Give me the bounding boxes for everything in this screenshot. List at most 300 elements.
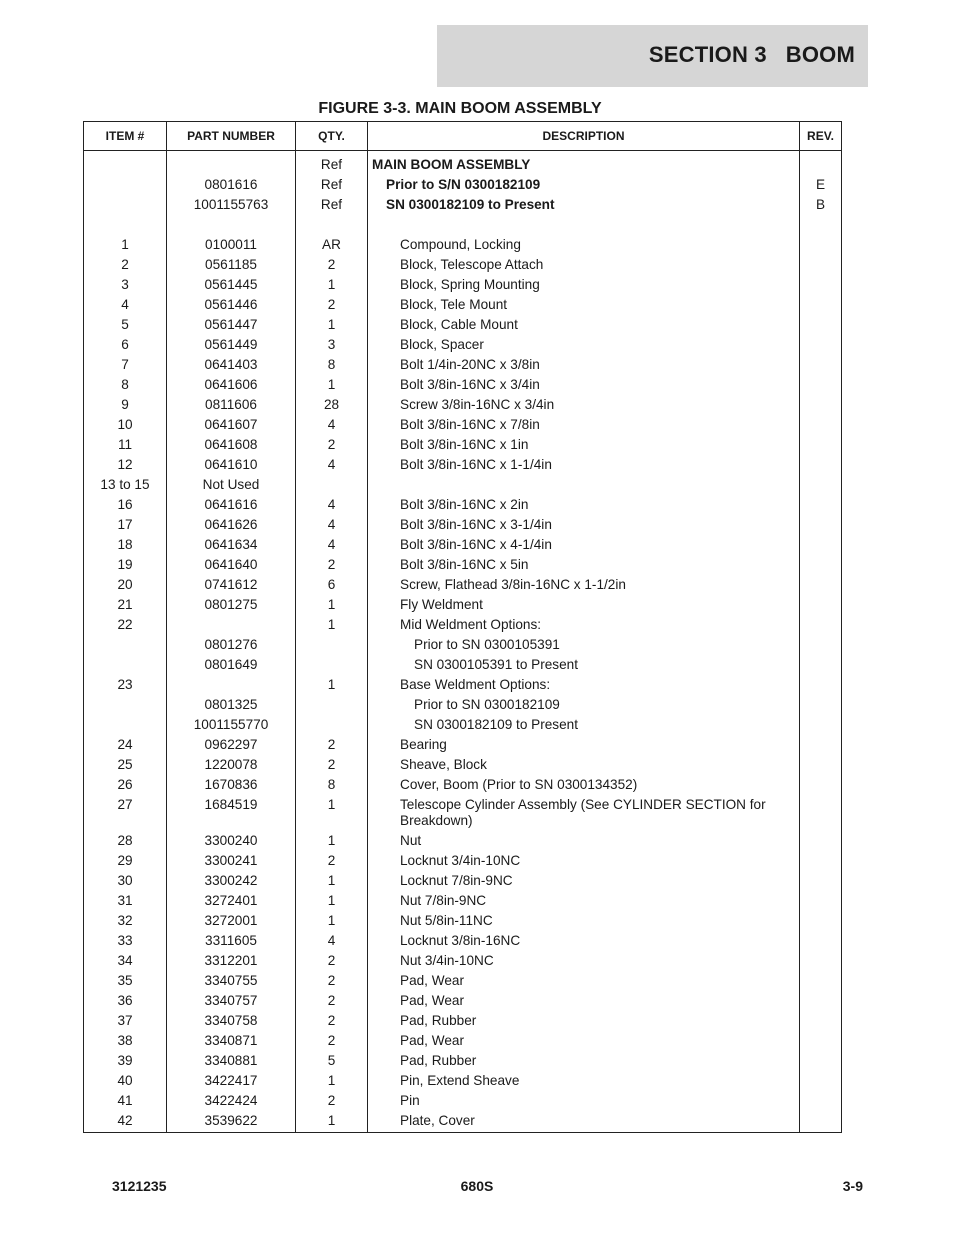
table-spacer-row [84, 215, 842, 235]
table-row [84, 275, 842, 295]
description-cell: Bolt 3/8in-16NC x 4-1/4in [368, 535, 800, 555]
qty-cell: 4 [296, 455, 368, 475]
qty-cell: 1 [296, 795, 368, 831]
qty-cell: 1 [296, 375, 368, 395]
item-cell: 11 [84, 435, 167, 455]
qty-cell [296, 695, 368, 715]
part-number-cell: 0811606 [167, 395, 296, 415]
part-number-cell: Not Used [167, 475, 296, 495]
rev-cell [800, 991, 842, 1011]
description-cell [368, 475, 800, 495]
description-cell: Pin, Extend Sheave [368, 1071, 800, 1091]
table-row [84, 355, 842, 375]
part-number-cell: 3300241 [167, 851, 296, 871]
qty-cell: 2 [296, 951, 368, 971]
part-number-cell: 0741612 [167, 575, 296, 595]
item-cell: 12 [84, 455, 167, 475]
item-cell: 10 [84, 415, 167, 435]
table-row [84, 931, 842, 951]
qty-cell: 5 [296, 1051, 368, 1071]
rev-cell [800, 575, 842, 595]
section-header-banner [437, 25, 868, 87]
parts-table [83, 121, 842, 1133]
part-number-cell: 0561447 [167, 315, 296, 335]
footer-model: 680S [460, 1178, 494, 1194]
part-number-cell: 0641607 [167, 415, 296, 435]
table-row [84, 295, 842, 315]
table-row [84, 555, 842, 575]
qty-cell: Ref [296, 175, 368, 195]
item-cell: 7 [84, 355, 167, 375]
qty-cell: 1 [296, 595, 368, 615]
part-number-cell: 3340757 [167, 991, 296, 1011]
description-cell: Prior to SN 0300105391 [368, 635, 800, 655]
item-cell: 23 [84, 675, 167, 695]
table-row [84, 675, 842, 695]
part-number-cell: 3300242 [167, 871, 296, 891]
qty-cell [296, 655, 368, 675]
description-cell: Bolt 3/8in-16NC x 5in [368, 555, 800, 575]
part-number-cell: 0641616 [167, 495, 296, 515]
part-number-cell: 3272401 [167, 891, 296, 911]
item-cell: 5 [84, 315, 167, 335]
table-row [84, 695, 842, 715]
table-row [84, 1111, 842, 1133]
rev-cell [800, 931, 842, 951]
qty-cell: 4 [296, 535, 368, 555]
table-row [84, 871, 842, 891]
qty-cell: 4 [296, 515, 368, 535]
item-cell: 19 [84, 555, 167, 575]
item-cell: 27 [84, 795, 167, 831]
table-row [84, 715, 842, 735]
part-number-cell: 1001155763 [167, 195, 296, 215]
qty-cell: 2 [296, 755, 368, 775]
part-number-cell: 0801616 [167, 175, 296, 195]
table-row [84, 195, 842, 215]
table-row [84, 615, 842, 635]
item-cell [84, 635, 167, 655]
item-cell: 24 [84, 735, 167, 755]
part-number-cell: 0561185 [167, 255, 296, 275]
description-cell [368, 215, 800, 235]
part-number-cell [167, 675, 296, 695]
item-cell: 22 [84, 615, 167, 635]
rev-cell [800, 215, 842, 235]
rev-cell [800, 375, 842, 395]
qty-cell [296, 215, 368, 235]
table-header-row [84, 122, 842, 151]
description-cell: MAIN BOOM ASSEMBLY [368, 151, 800, 176]
qty-cell: 1 [296, 315, 368, 335]
part-number-cell: 0641634 [167, 535, 296, 555]
description-cell: Bolt 3/8in-16NC x 7/8in [368, 415, 800, 435]
rev-cell [800, 831, 842, 851]
description-cell: Block, Telescope Attach [368, 255, 800, 275]
part-number-cell: 3312201 [167, 951, 296, 971]
part-number-cell: 0641403 [167, 355, 296, 375]
qty-cell: 1 [296, 871, 368, 891]
item-cell: 30 [84, 871, 167, 891]
description-cell: Screw, Flathead 3/8in-16NC x 1-1/2in [368, 575, 800, 595]
table-row [84, 851, 842, 871]
rev-cell [800, 1091, 842, 1111]
rev-cell [800, 1071, 842, 1091]
qty-cell: 8 [296, 355, 368, 375]
description-cell: Pad, Wear [368, 1031, 800, 1051]
rev-cell [800, 235, 842, 255]
part-number-cell: 0100011 [167, 235, 296, 255]
description-cell: Cover, Boom (Prior to SN 0300134352) [368, 775, 800, 795]
description-cell: Bearing [368, 735, 800, 755]
qty-cell: 1 [296, 275, 368, 295]
description-cell: SN 0300105391 to Present [368, 655, 800, 675]
table-row [84, 455, 842, 475]
description-cell: Bolt 3/8in-16NC x 1in [368, 435, 800, 455]
item-cell: 9 [84, 395, 167, 415]
description-cell: Prior to SN 0300182109 [368, 695, 800, 715]
rev-cell [800, 395, 842, 415]
item-cell: 35 [84, 971, 167, 991]
rev-cell [800, 635, 842, 655]
item-cell [84, 195, 167, 215]
qty-cell: 2 [296, 1011, 368, 1031]
rev-cell [800, 255, 842, 275]
item-cell [84, 715, 167, 735]
description-cell: Pad, Wear [368, 971, 800, 991]
qty-cell: 2 [296, 1091, 368, 1111]
rev-cell [800, 151, 842, 176]
rev-cell [800, 315, 842, 335]
column-header-part-number: PART NUMBER [167, 122, 296, 151]
column-header-rev: REV. [800, 122, 842, 151]
description-cell: SN 0300182109 to Present [368, 715, 800, 735]
item-cell: 4 [84, 295, 167, 315]
description-cell: Block, Spring Mounting [368, 275, 800, 295]
item-cell: 16 [84, 495, 167, 515]
table-row [84, 1011, 842, 1031]
description-cell: Locknut 3/4in-10NC [368, 851, 800, 871]
part-number-cell: 3340881 [167, 1051, 296, 1071]
rev-cell [800, 435, 842, 455]
parts-table-body [84, 151, 842, 1133]
table-row [84, 515, 842, 535]
table-row [84, 1091, 842, 1111]
part-number-cell: 0641640 [167, 555, 296, 575]
footer-page-number: 3-9 [842, 1178, 863, 1194]
rev-cell [800, 675, 842, 695]
item-cell: 42 [84, 1111, 167, 1133]
table-row [84, 435, 842, 455]
table-row [84, 395, 842, 415]
qty-cell: Ref [296, 151, 368, 176]
table-row [84, 755, 842, 775]
part-number-cell: 3340871 [167, 1031, 296, 1051]
part-number-cell: 0801276 [167, 635, 296, 655]
item-cell: 29 [84, 851, 167, 871]
rev-cell [800, 891, 842, 911]
description-cell: Sheave, Block [368, 755, 800, 775]
item-cell: 6 [84, 335, 167, 355]
table-row [84, 375, 842, 395]
table-row [84, 495, 842, 515]
description-cell: Telescope Cylinder Assembly (See CYLINDER SECTION for Breakdown) [368, 795, 800, 831]
part-number-cell: 3300240 [167, 831, 296, 851]
description-cell: Pad, Rubber [368, 1011, 800, 1031]
description-cell: Compound, Locking [368, 235, 800, 255]
table-row [84, 831, 842, 851]
item-cell: 20 [84, 575, 167, 595]
table-row [84, 415, 842, 435]
description-cell: Fly Weldment [368, 595, 800, 615]
item-cell: 33 [84, 931, 167, 951]
rev-cell [800, 971, 842, 991]
description-cell: Block, Cable Mount [368, 315, 800, 335]
table-row [84, 951, 842, 971]
table-row [84, 1031, 842, 1051]
table-row [84, 535, 842, 555]
item-cell: 38 [84, 1031, 167, 1051]
rev-cell [800, 595, 842, 615]
item-cell: 25 [84, 755, 167, 775]
qty-cell: 1 [296, 1071, 368, 1091]
item-cell: 13 to 15 [84, 475, 167, 495]
part-number-cell: 3340755 [167, 971, 296, 991]
description-cell: Nut 3/4in-10NC [368, 951, 800, 971]
qty-cell: 2 [296, 851, 368, 871]
table-row [84, 735, 842, 755]
table-row [84, 315, 842, 335]
description-cell: Bolt 3/8in-16NC x 3-1/4in [368, 515, 800, 535]
qty-cell: 1 [296, 675, 368, 695]
part-number-cell: 3422417 [167, 1071, 296, 1091]
qty-cell: 6 [296, 575, 368, 595]
part-number-cell: 3340758 [167, 1011, 296, 1031]
table-row [84, 255, 842, 275]
qty-cell: 1 [296, 1111, 368, 1133]
part-number-cell: 1001155770 [167, 715, 296, 735]
part-number-cell: 0962297 [167, 735, 296, 755]
qty-cell: 3 [296, 335, 368, 355]
description-cell: Bolt 3/8in-16NC x 2in [368, 495, 800, 515]
part-number-cell [167, 615, 296, 635]
qty-cell [296, 475, 368, 495]
item-cell: 37 [84, 1011, 167, 1031]
part-number-cell: 3272001 [167, 911, 296, 931]
table-row [84, 775, 842, 795]
rev-cell [800, 455, 842, 475]
qty-cell: 2 [296, 991, 368, 1011]
part-number-cell: 3311605 [167, 931, 296, 951]
qty-cell: 2 [296, 555, 368, 575]
part-number-cell: 0641606 [167, 375, 296, 395]
rev-cell [800, 1051, 842, 1071]
part-number-cell [167, 215, 296, 235]
column-header-item: ITEM # [84, 122, 167, 151]
description-cell: Block, Spacer [368, 335, 800, 355]
table-row [84, 175, 842, 195]
description-cell: Pin [368, 1091, 800, 1111]
column-header-description: DESCRIPTION [368, 122, 800, 151]
qty-cell: 2 [296, 735, 368, 755]
qty-cell: 2 [296, 1031, 368, 1051]
description-cell: Nut 5/8in-11NC [368, 911, 800, 931]
part-number-cell: 0801325 [167, 695, 296, 715]
rev-cell [800, 695, 842, 715]
item-cell [84, 695, 167, 715]
description-cell: Nut [368, 831, 800, 851]
rev-cell [800, 555, 842, 575]
qty-cell: 1 [296, 615, 368, 635]
qty-cell: Ref [296, 195, 368, 215]
footer-document-number: 3121235 [112, 1178, 167, 1194]
description-cell: Bolt 3/8in-16NC x 1-1/4in [368, 455, 800, 475]
part-number-cell: 0801649 [167, 655, 296, 675]
item-cell: 39 [84, 1051, 167, 1071]
rev-cell [800, 615, 842, 635]
item-cell: 2 [84, 255, 167, 275]
qty-cell: 1 [296, 831, 368, 851]
qty-cell: 2 [296, 255, 368, 275]
qty-cell: 4 [296, 931, 368, 951]
part-number-cell [167, 151, 296, 176]
description-cell: Nut 7/8in-9NC [368, 891, 800, 911]
rev-cell: B [800, 195, 842, 215]
description-cell: Block, Tele Mount [368, 295, 800, 315]
description-cell: Pad, Wear [368, 991, 800, 1011]
rev-cell [800, 355, 842, 375]
part-number-cell: 0561449 [167, 335, 296, 355]
rev-cell [800, 951, 842, 971]
rev-cell [800, 795, 842, 831]
section-title: SECTION 3 BOOM [648, 42, 855, 67]
qty-cell: 4 [296, 415, 368, 435]
description-cell: Pad, Rubber [368, 1051, 800, 1071]
part-number-cell: 0801275 [167, 595, 296, 615]
item-cell: 21 [84, 595, 167, 615]
item-cell [84, 215, 167, 235]
rev-cell [800, 275, 842, 295]
rev-cell [800, 1111, 842, 1133]
rev-cell [800, 755, 842, 775]
rev-cell [800, 515, 842, 535]
rev-cell [800, 495, 842, 515]
qty-cell: 2 [296, 435, 368, 455]
qty-cell: 1 [296, 911, 368, 931]
rev-cell [800, 735, 842, 755]
table-row [84, 595, 842, 615]
table-row [84, 475, 842, 495]
item-cell: 34 [84, 951, 167, 971]
rev-cell [800, 655, 842, 675]
description-cell: Mid Weldment Options: [368, 615, 800, 635]
rev-cell [800, 715, 842, 735]
part-number-cell: 0641610 [167, 455, 296, 475]
part-number-cell: 3422424 [167, 1091, 296, 1111]
item-cell [84, 655, 167, 675]
table-row [84, 235, 842, 255]
table-row [84, 891, 842, 911]
table-row [84, 795, 842, 831]
rev-cell [800, 415, 842, 435]
rev-cell [800, 295, 842, 315]
table-row [84, 575, 842, 595]
table-row [84, 635, 842, 655]
rev-cell [800, 475, 842, 495]
table-row [84, 911, 842, 931]
description-cell: Locknut 7/8in-9NC [368, 871, 800, 891]
item-cell: 26 [84, 775, 167, 795]
qty-cell: 1 [296, 891, 368, 911]
rev-cell: E [800, 175, 842, 195]
item-cell: 32 [84, 911, 167, 931]
qty-cell: 28 [296, 395, 368, 415]
table-row [84, 991, 842, 1011]
rev-cell [800, 335, 842, 355]
qty-cell [296, 635, 368, 655]
description-cell: Prior to S/N 0300182109 [368, 175, 800, 195]
part-number-cell: 0561446 [167, 295, 296, 315]
item-cell: 1 [84, 235, 167, 255]
description-cell: Base Weldment Options: [368, 675, 800, 695]
part-number-cell: 3539622 [167, 1111, 296, 1133]
rev-cell [800, 1011, 842, 1031]
column-header-qty: QTY. [296, 122, 368, 151]
item-cell: 8 [84, 375, 167, 395]
part-number-cell: 1220078 [167, 755, 296, 775]
rev-cell [800, 871, 842, 891]
item-cell: 17 [84, 515, 167, 535]
part-number-cell: 0561445 [167, 275, 296, 295]
table-row [84, 1071, 842, 1091]
description-cell: Screw 3/8in-16NC x 3/4in [368, 395, 800, 415]
qty-cell: 2 [296, 295, 368, 315]
table-row [84, 655, 842, 675]
description-cell: Plate, Cover [368, 1111, 800, 1133]
part-number-cell: 0641608 [167, 435, 296, 455]
item-cell: 36 [84, 991, 167, 1011]
qty-cell [296, 715, 368, 735]
part-number-cell: 0641626 [167, 515, 296, 535]
rev-cell [800, 911, 842, 931]
rev-cell [800, 535, 842, 555]
item-cell: 28 [84, 831, 167, 851]
qty-cell: 4 [296, 495, 368, 515]
rev-cell [800, 851, 842, 871]
item-cell [84, 175, 167, 195]
part-number-cell: 1684519 [167, 795, 296, 831]
qty-cell: 8 [296, 775, 368, 795]
item-cell: 31 [84, 891, 167, 911]
item-cell: 40 [84, 1071, 167, 1091]
item-cell: 41 [84, 1091, 167, 1111]
part-number-cell: 1670836 [167, 775, 296, 795]
qty-cell: 2 [296, 971, 368, 991]
rev-cell [800, 1031, 842, 1051]
table-row [84, 335, 842, 355]
item-cell: 18 [84, 535, 167, 555]
description-cell: Bolt 3/8in-16NC x 3/4in [368, 375, 800, 395]
rev-cell [800, 775, 842, 795]
description-cell: Bolt 1/4in-20NC x 3/8in [368, 355, 800, 375]
table-row [84, 151, 842, 176]
description-cell: SN 0300182109 to Present [368, 195, 800, 215]
qty-cell: AR [296, 235, 368, 255]
description-cell: Locknut 3/8in-16NC [368, 931, 800, 951]
table-row [84, 971, 842, 991]
figure-title: FIGURE 3-3. MAIN BOOM ASSEMBLY [318, 100, 602, 117]
item-cell [84, 151, 167, 176]
